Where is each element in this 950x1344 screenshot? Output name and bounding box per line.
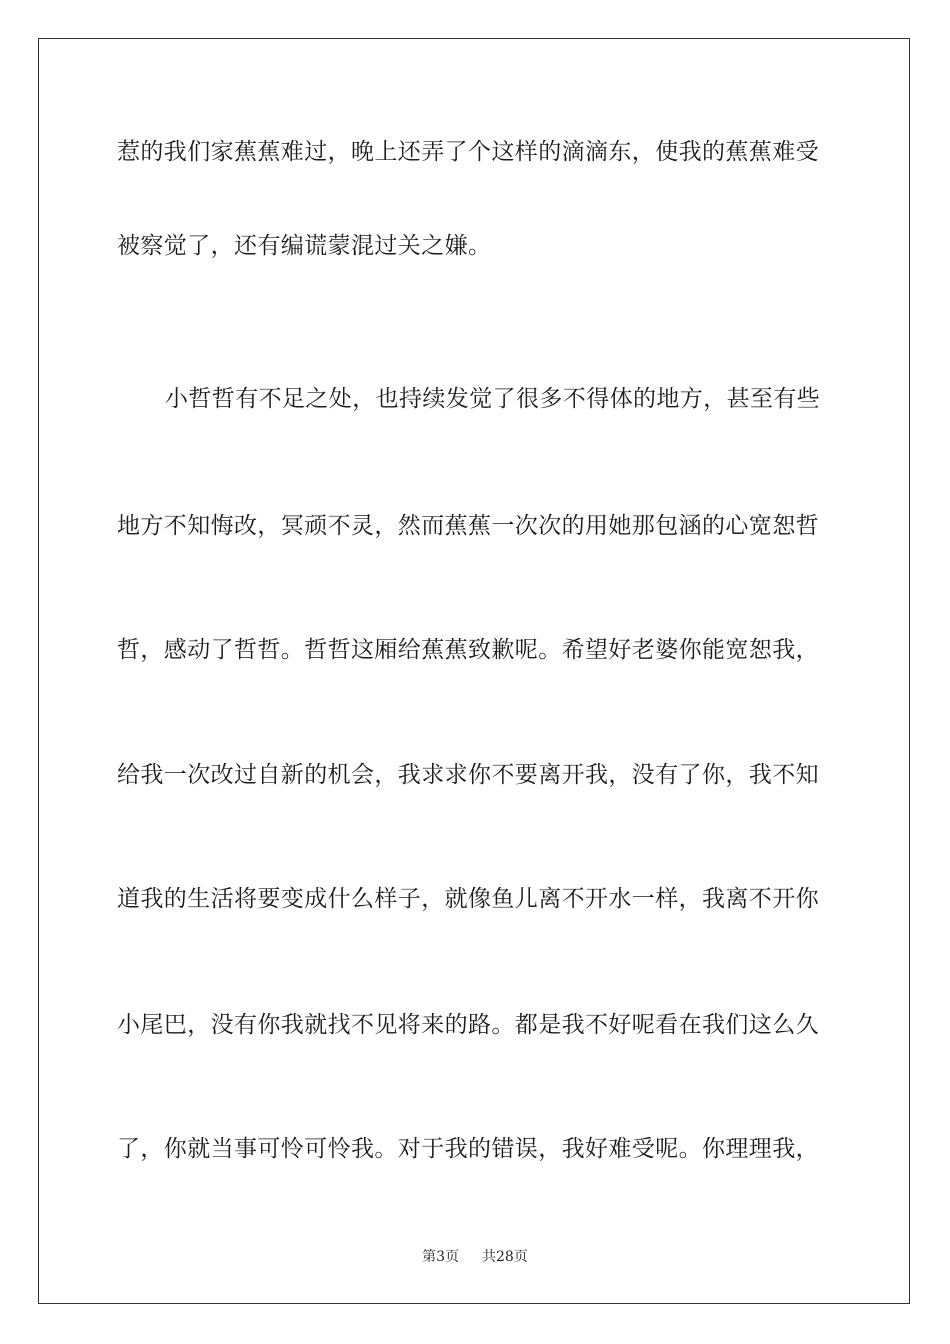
body-text-line: 了，你就当事可怜可怜我。对于我的错误，我好难受呢。你理理我， <box>117 1136 819 1162</box>
page-footer <box>0 1248 950 1266</box>
body-text-line: 惹的我们家蕉蕉难过，晚上还弄了个这样的滴滴东，使我的蕉蕉难受 <box>117 139 819 165</box>
page-total: 共28页 <box>482 1249 528 1265</box>
body-text-line: 道我的生活将要变成什么样子，就像鱼儿离不开水一样，我离不开你 <box>117 886 819 912</box>
page-border <box>38 38 910 1304</box>
body-text-line: 地方不知悔改，冥顽不灵，然而蕉蕉一次次的用她那包涵的心宽恕哲 <box>117 513 819 539</box>
body-text-line: 被察觉了，还有编谎蒙混过关之嫌。 <box>117 233 492 259</box>
page-number: 第3页 <box>422 1249 460 1265</box>
body-text-line: 哲，感动了哲哲。哲哲这厢给蕉蕉致歉呢。希望好老婆你能宽恕我， <box>117 637 819 663</box>
paragraph-start-line: 小哲哲有不足之处，也持续发觉了很多不得体的地方，甚至有些 <box>165 386 821 412</box>
body-text-line: 给我一次改过自新的机会，我求求你不要离开我，没有了你，我不知 <box>117 762 819 788</box>
body-text-line: 小尾巴，没有你我就找不见将来的路。都是我不好呢看在我们这么久 <box>117 1012 819 1038</box>
